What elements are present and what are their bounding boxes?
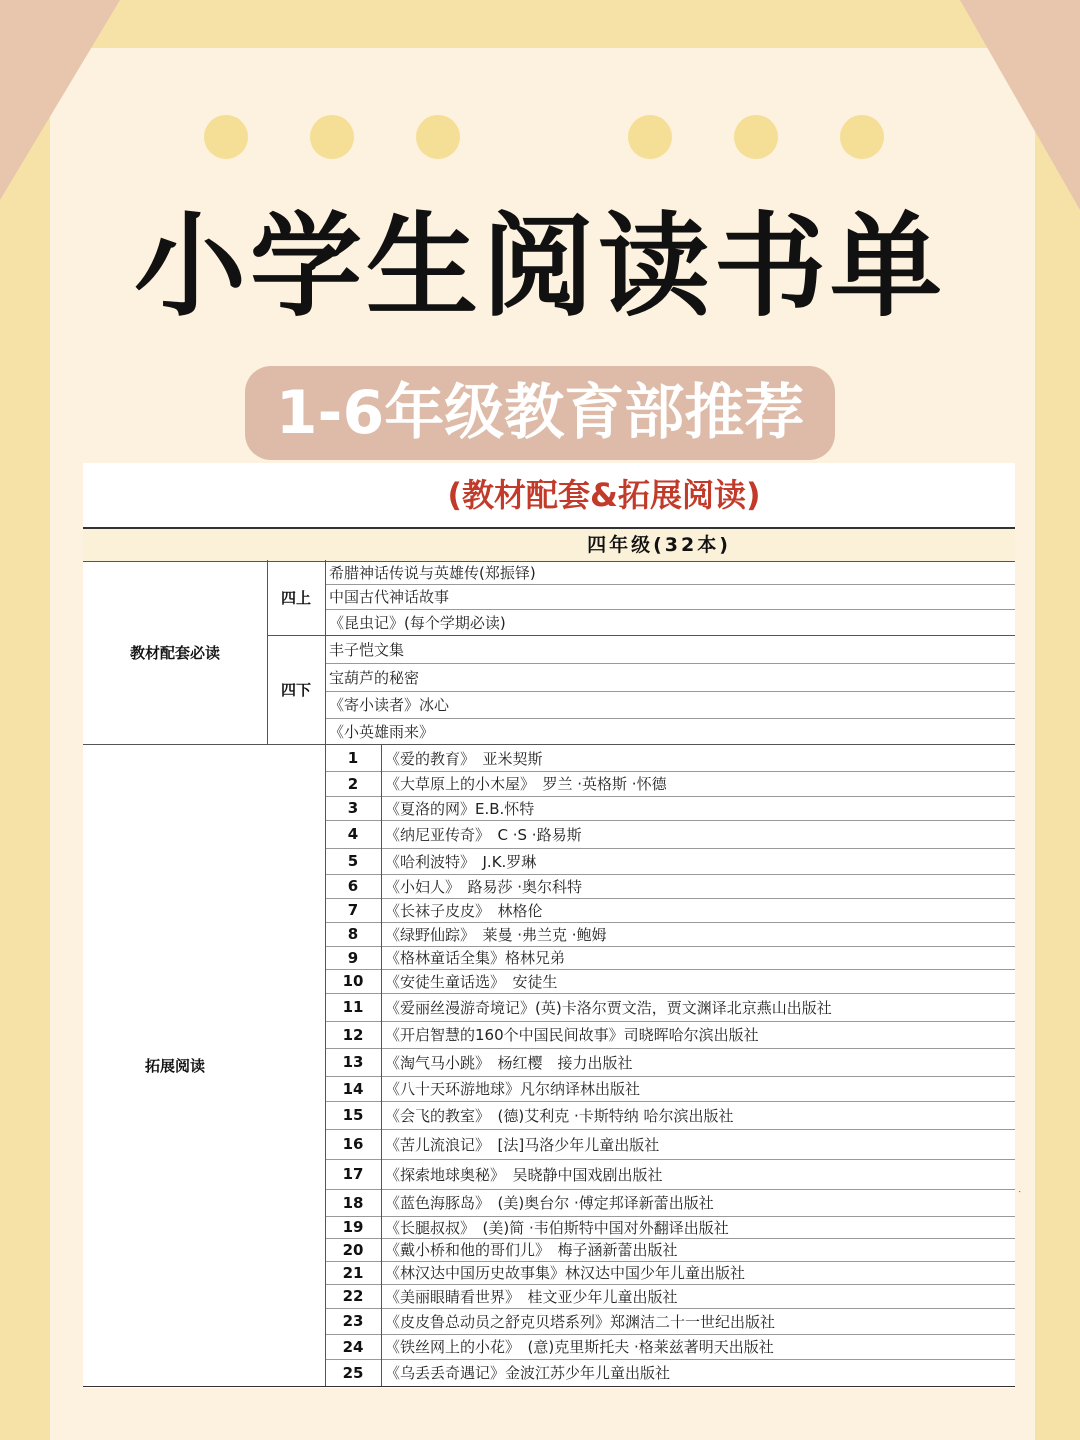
book-title: 《长袜子皮皮》 林格伦 bbox=[385, 901, 543, 920]
extended-book-row bbox=[325, 1216, 1015, 1239]
row-number: 9 bbox=[325, 946, 382, 969]
book-title: 《探索地球奥秘》 吴晓静中国戏剧出版社 bbox=[385, 1165, 663, 1184]
row-number: 14 bbox=[325, 1076, 382, 1101]
row-number: 20 bbox=[325, 1238, 382, 1261]
book-title: 《林汉达中国历史故事集》林汉达中国少年儿童出版社 bbox=[385, 1264, 746, 1282]
section-divider bbox=[83, 744, 1015, 745]
extended-book-row bbox=[325, 1334, 1015, 1360]
book-title: 《长腿叔叔》 (美)简 ·韦伯斯特中国对外翻译出版社 bbox=[385, 1218, 729, 1237]
row-number: 2 bbox=[325, 771, 382, 796]
term-label-second: 四下 bbox=[280, 681, 311, 699]
decor-dot bbox=[310, 115, 354, 159]
corner-tab-right bbox=[960, 0, 1080, 210]
row-number: 8 bbox=[325, 922, 382, 946]
book-title: 《小英雄雨来》 bbox=[329, 722, 435, 741]
row-number: 1 bbox=[325, 745, 382, 771]
extended-book-row bbox=[325, 1021, 1015, 1049]
decor-dot bbox=[416, 115, 460, 159]
row-number: 23 bbox=[325, 1308, 382, 1334]
row-number: 22 bbox=[325, 1284, 382, 1308]
book-title: 丰子恺文集 bbox=[329, 640, 405, 659]
extended-book-row bbox=[325, 946, 1015, 970]
extended-book-row bbox=[325, 874, 1015, 899]
book-title: 《戴小桥和他的哥们儿》 梅子涵新蕾出版社 bbox=[385, 1241, 678, 1259]
grade-header: 四年级(32本) bbox=[83, 529, 1015, 562]
row-number: 6 bbox=[325, 874, 382, 898]
book-title: 《八十天环游地球》凡尔纳译林出版社 bbox=[385, 1080, 641, 1098]
required-book-row bbox=[325, 635, 1015, 664]
book-title: 《大草原上的小木屋》 罗兰 ·英格斯 ·怀德 bbox=[385, 775, 667, 793]
extended-book-row bbox=[325, 1284, 1015, 1309]
book-title: 《绿野仙踪》 莱曼 ·弗兰克 ·鲍姆 bbox=[385, 925, 607, 944]
decor-dot bbox=[734, 115, 778, 159]
required-book-row bbox=[325, 663, 1015, 692]
extended-book-row bbox=[325, 1101, 1015, 1130]
extended-book-row bbox=[325, 1308, 1015, 1335]
book-title: 《安徒生童话选》 安徒生 bbox=[385, 972, 558, 991]
table-bottom-border bbox=[83, 1386, 1015, 1387]
term-divider bbox=[267, 635, 1015, 636]
row-number: 12 bbox=[325, 1021, 382, 1048]
row-number: 21 bbox=[325, 1261, 382, 1284]
extended-book-row bbox=[325, 771, 1015, 797]
row-number: 10 bbox=[325, 969, 382, 993]
required-book-row bbox=[325, 718, 1015, 745]
book-title: 《开启智慧的160个中国民间故事》司晓晖哈尔滨出版社 bbox=[385, 1026, 759, 1044]
extended-book-row bbox=[325, 1159, 1015, 1190]
book-title: 《皮皮鲁总动员之舒克贝塔系列》郑渊洁二十一世纪出版社 bbox=[385, 1312, 776, 1331]
table-subtitle: (教材配套&拓展阅读) bbox=[447, 476, 761, 514]
extended-book-row bbox=[325, 848, 1015, 875]
book-title: 《格林童话全集》格林兄弟 bbox=[385, 949, 566, 967]
extended-book-row bbox=[325, 898, 1015, 923]
row-number: 15 bbox=[325, 1101, 382, 1129]
extended-book-row bbox=[325, 1238, 1015, 1262]
book-title: 《爱的教育》 亚米契斯 bbox=[385, 749, 543, 768]
book-title: 《哈利波特》 J.K.罗琳 bbox=[385, 852, 537, 871]
extended-book-row bbox=[325, 1076, 1015, 1102]
row-number: 24 bbox=[325, 1334, 382, 1359]
row-number: 5 bbox=[325, 848, 382, 874]
decor-dot bbox=[204, 115, 248, 159]
extended-book-row bbox=[325, 745, 1015, 772]
book-title: 《铁丝网上的小花》 (意)克里斯托夫 ·格莱兹著明天出版社 bbox=[385, 1338, 774, 1356]
book-title: 《昆虫记》(每个学期必读) bbox=[329, 613, 506, 632]
row-number: 3 bbox=[325, 796, 382, 820]
page-title: 小学生阅读书单 bbox=[134, 202, 946, 332]
extended-book-row bbox=[325, 993, 1015, 1022]
watermark: · bbox=[1013, 1190, 1024, 1194]
book-title: 《乌丢丢奇遇记》金波江苏少年儿童出版社 bbox=[385, 1364, 671, 1382]
required-book-row bbox=[325, 691, 1015, 719]
reading-list-table bbox=[83, 463, 1015, 1388]
extended-book-row bbox=[325, 922, 1015, 947]
column-divider bbox=[267, 560, 268, 744]
row-number: 7 bbox=[325, 898, 382, 922]
extended-book-row bbox=[325, 969, 1015, 994]
extended-book-row bbox=[325, 1048, 1015, 1077]
extended-book-row bbox=[325, 1129, 1015, 1160]
required-book-row bbox=[325, 560, 1015, 585]
book-title: 《苦儿流浪记》 [法]马洛少年儿童出版社 bbox=[385, 1135, 660, 1154]
book-title: 《夏洛的网》E.B.怀特 bbox=[385, 799, 535, 818]
row-number: 16 bbox=[325, 1129, 382, 1159]
extended-book-row bbox=[325, 796, 1015, 821]
row-number: 25 bbox=[325, 1359, 382, 1386]
corner-tab-left bbox=[0, 0, 120, 200]
decor-dot bbox=[840, 115, 884, 159]
category-extended: 拓展阅读 bbox=[144, 1057, 205, 1075]
book-title: 中国古代神话故事 bbox=[329, 588, 450, 606]
row-number: 4 bbox=[325, 820, 382, 848]
book-title: 《小妇人》 路易莎 ·奥尔科特 bbox=[385, 877, 583, 896]
extended-book-row bbox=[325, 1261, 1015, 1285]
extended-book-row bbox=[325, 1189, 1015, 1217]
book-title: 《会飞的教室》 (德)艾利克 ·卡斯特纳 哈尔滨出版社 bbox=[385, 1106, 734, 1125]
required-book-row bbox=[325, 584, 1015, 610]
book-title: 《美丽眼睛看世界》 桂文亚少年儿童出版社 bbox=[385, 1287, 678, 1306]
book-title: 《纳尼亚传奇》 C ·S ·路易斯 bbox=[385, 825, 582, 844]
book-title: 《寄小读者》冰心 bbox=[329, 696, 450, 714]
book-title: 希腊神话传说与英雄传(郑振铎) bbox=[329, 563, 536, 582]
row-number: 19 bbox=[325, 1216, 382, 1238]
row-number: 13 bbox=[325, 1048, 382, 1076]
required-book-row bbox=[325, 609, 1015, 636]
term-label-first: 四上 bbox=[280, 589, 311, 607]
recommend-badge: 1-6年级教育部推荐 bbox=[245, 366, 835, 460]
book-title: 《蓝色海豚岛》 (美)奥台尔 ·傅定邦译新蕾出版社 bbox=[385, 1194, 714, 1212]
extended-book-row bbox=[325, 820, 1015, 849]
book-title: 宝葫芦的秘密 bbox=[329, 668, 420, 687]
category-required: 教材配套必读 bbox=[129, 643, 220, 662]
column-divider bbox=[325, 560, 326, 1386]
row-number: 18 bbox=[325, 1189, 382, 1216]
book-title: 《爱丽丝漫游奇境记》(英)卡洛尔贾文浩，贾文渊译北京燕山出版社 bbox=[385, 998, 832, 1017]
row-number: 11 bbox=[325, 993, 382, 1021]
row-number: 17 bbox=[325, 1159, 382, 1189]
book-title: 《淘气马小跳》 杨红樱 接力出版社 bbox=[385, 1053, 633, 1072]
extended-book-row bbox=[325, 1359, 1015, 1387]
decor-dot bbox=[628, 115, 672, 159]
